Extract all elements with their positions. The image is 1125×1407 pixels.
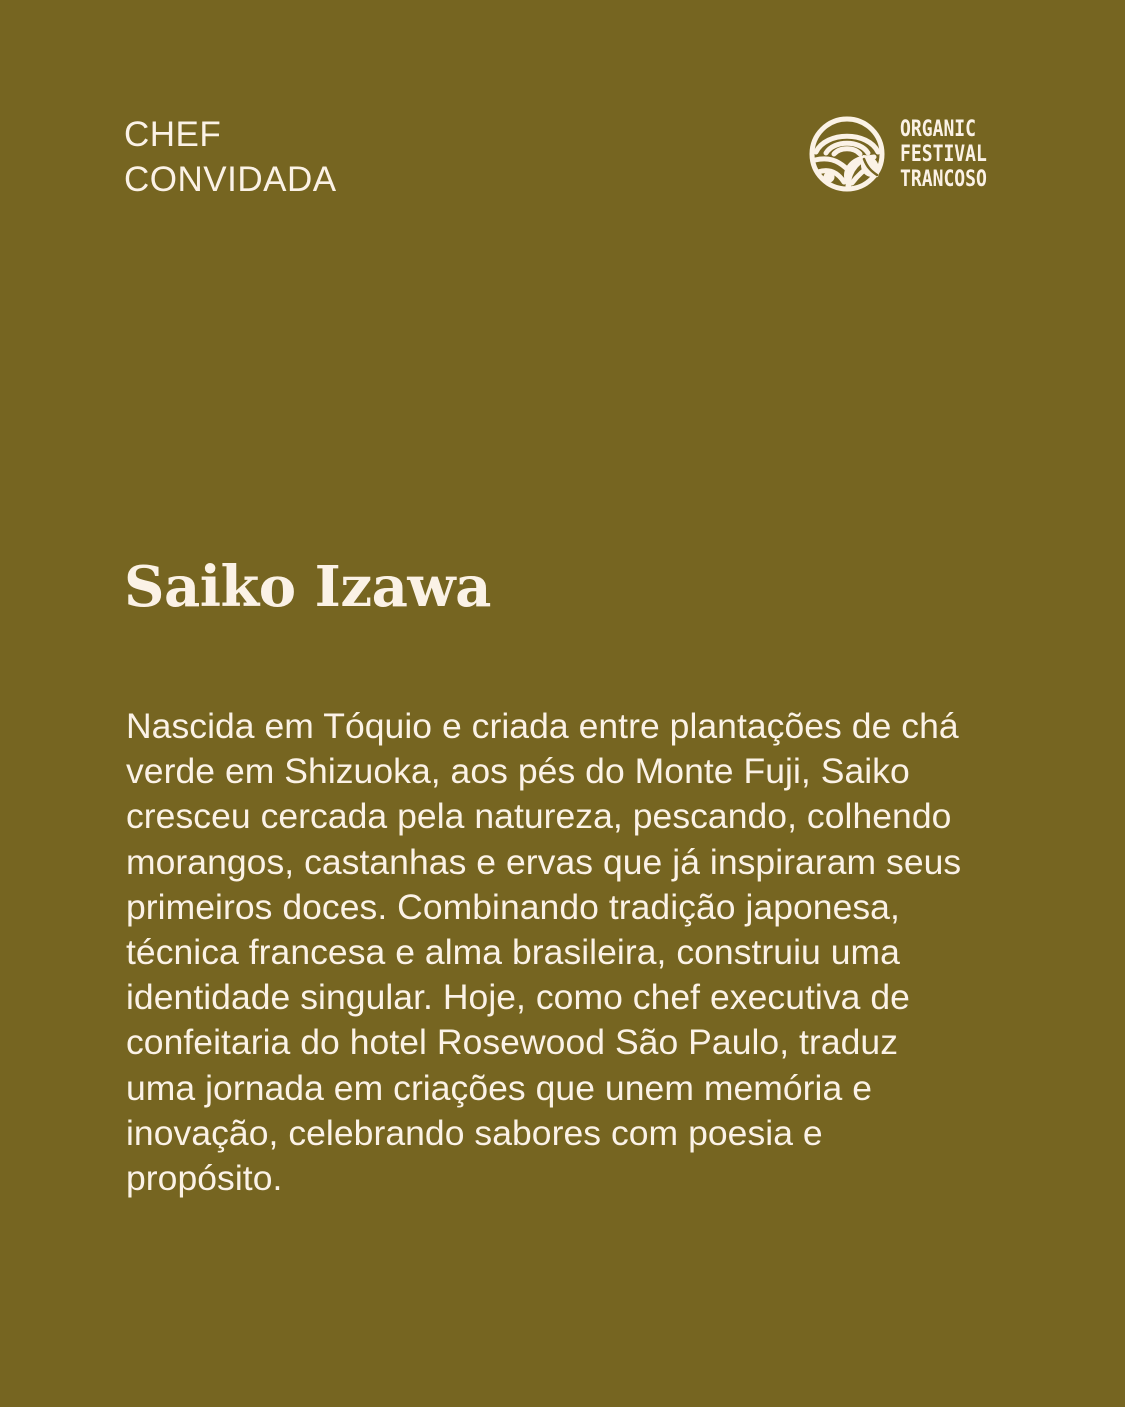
logo-line-organic: ORGANIC xyxy=(900,116,977,142)
organic-festival-logo xyxy=(806,112,1006,196)
chef-biography: Nascida em Tóquio e criada entre plantações de chá verde em Shizuoka, aos pés do Monte Fuji, Saiko cresceu cercada pela natureza, pescando, colhendo morangos, castanhas e ervas que já inspiraram seus primeiros doces. Combinando tradição japonesa, técnica francesa e alma brasileira, construiu uma identidade singular. Hoje, como chef executiva de confeitaria do hotel Rosewood São Paulo, traduz uma jornada em criações que unem memória e inovação, celebrando sabores com poesia e propósito. xyxy=(126,706,962,1199)
eyebrow-line-2: CONVIDADA xyxy=(124,160,337,199)
chef-name: Saiko Izawa xyxy=(124,554,491,620)
logo-line-festival: FESTIVAL xyxy=(900,141,987,167)
organic-festival-wordmark xyxy=(900,117,987,192)
organic-festival-emblem-icon xyxy=(806,113,888,195)
eyebrow-line-1: CHEF xyxy=(124,115,222,154)
logo-line-trancoso: TRANCOSO xyxy=(900,166,987,192)
guest-chef-label xyxy=(124,112,337,202)
